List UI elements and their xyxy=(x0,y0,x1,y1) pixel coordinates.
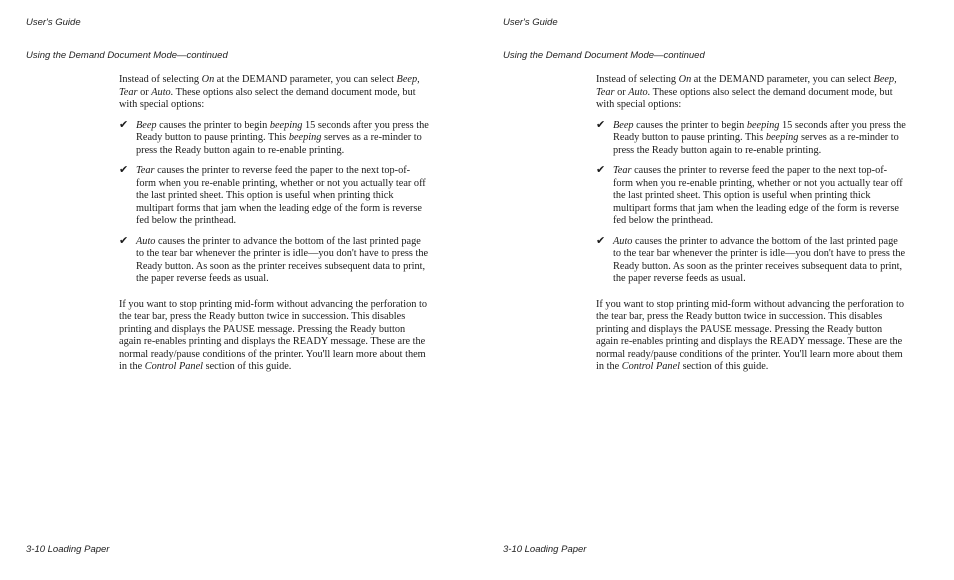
bullet-beep: ✔ Beep causes the printer to begin beeping 15 seconds after you press the Ready button to pause printing. This beeping serves as a re-minder to press the Ready button again to re-enable printing. xyxy=(596,117,906,156)
right-page xyxy=(477,0,954,580)
checkmark-icon: ✔ xyxy=(596,233,606,247)
section-heading: Using the Demand Document Mode—continued xyxy=(26,50,228,61)
bullet-tear: ✔ Tear causes the printer to reverse feed the paper to the next top-of-form when you re-enable printing, whether or not you actually tear off the last printed sheet. This option is useful when printing thick multipart forms that jam when the leading edge of the form is reverse fed below the printhead. xyxy=(119,163,426,226)
intro-paragraph: Instead of selecting On at the DEMAND parameter, you can select Beep, Tear or Auto. These options also select the demand document mode, but with special options: xyxy=(119,74,420,110)
checkmark-icon: ✔ xyxy=(119,163,129,176)
checkmark-icon: ✔ xyxy=(596,163,606,176)
checkmark-icon: ✔ xyxy=(119,117,129,131)
body-text xyxy=(119,74,429,374)
running-head: User's Guide xyxy=(26,17,81,28)
body-text xyxy=(596,74,906,374)
running-head: User's Guide xyxy=(503,17,558,28)
section-heading: Using the Demand Document Mode—continued xyxy=(503,50,705,61)
closing-paragraph: If you want to stop printing mid-form without advancing the perforation to the tear bar, press the Ready button twice in succession. This disables printing and displays the PAUSE message. Pressing the Ready button again re-enables printing and displays the READY message. These are the normal ready/pause conditions of the printer. You'll learn more about them in the Control Panel section of this guide. xyxy=(119,298,427,372)
closing-paragraph: If you want to stop printing mid-form without advancing the perforation to the tear bar, press the Ready button twice in succession. This disables printing and displays the PAUSE message. Pressing the Ready button again re-enables printing and displays the READY message. These are the normal ready/pause conditions of the printer. You'll learn more about them in the Control Panel section of this guide. xyxy=(596,298,904,372)
bullet-auto: ✔ Auto causes the printer to advance the bottom of the last printed page to the tear bar whenever the printer is idle—you don't have to press the Ready button. As soon as the printer receives subsequent data to print, the paper reverse feeds as usual. xyxy=(596,233,906,284)
bullet-tear: ✔ Tear causes the printer to reverse feed the paper to the next top-of-form when you re-enable printing, whether or not you actually tear off the last printed sheet. This option is useful when printing thick multipart forms that jam when the leading edge of the form is reverse fed below the printhead. xyxy=(596,163,903,226)
page-footer: 3-10 Loading Paper xyxy=(503,544,587,555)
checkmark-icon: ✔ xyxy=(596,117,606,131)
checkmark-icon: ✔ xyxy=(119,233,129,247)
bullet-beep: ✔ Beep causes the printer to begin beeping 15 seconds after you press the Ready button to pause printing. This beeping serves as a re-minder to press the Ready button again to re-enable printing. xyxy=(119,117,429,156)
intro-paragraph: Instead of selecting On at the DEMAND parameter, you can select Beep, Tear or Auto. These options also select the demand document mode, but with special options: xyxy=(596,74,897,110)
page-footer: 3-10 Loading Paper xyxy=(26,544,110,555)
bullet-auto: ✔ Auto causes the printer to advance the bottom of the last printed page to the tear bar whenever the printer is idle—you don't have to press the Ready button. As soon as the printer receives subsequent data to print, the paper reverse feeds as usual. xyxy=(119,233,429,284)
